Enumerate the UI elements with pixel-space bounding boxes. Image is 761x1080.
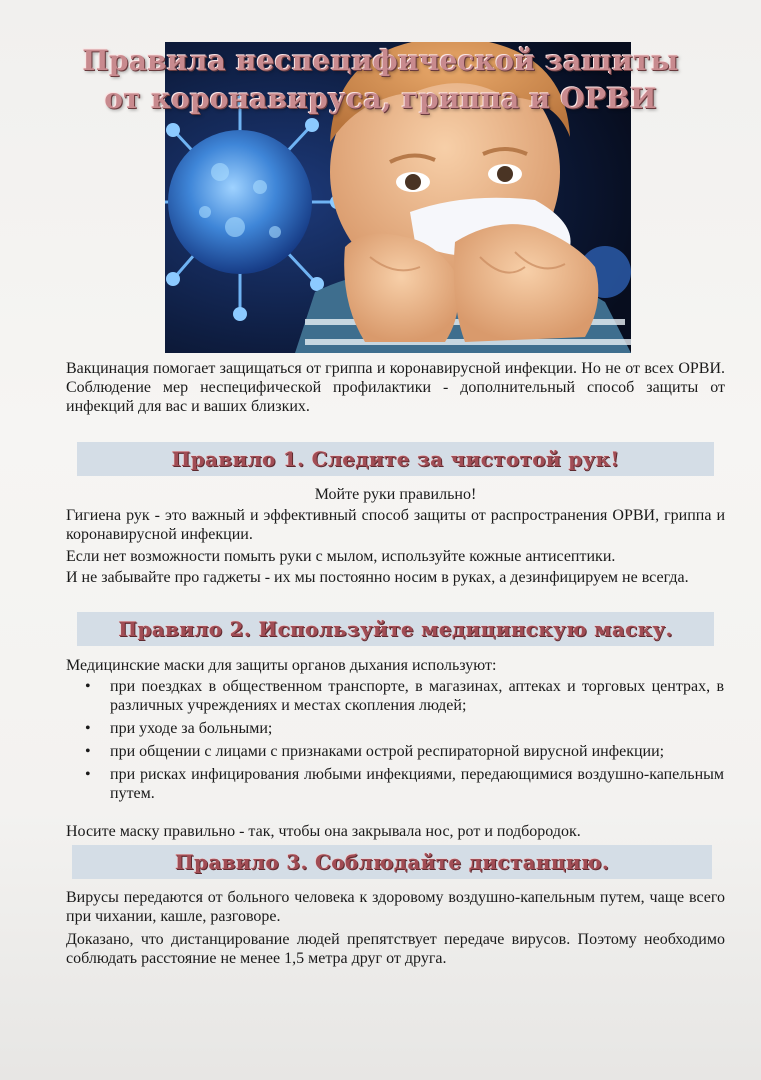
rule-3-heading: Правило 3. Соблюдайте дистанцию.	[174, 850, 610, 874]
rule-2-closing: Носите маску правильно - так, чтобы она закрывала нос, рот и подбородок.	[66, 823, 581, 840]
rule-1-paragraph-1: Гигиена рук - это важный и эффективный способ защиты от распространения ОРВИ, гриппа и коронавирусной инфекции.	[66, 507, 725, 543]
list-item: • при уходе за больными;	[110, 719, 724, 738]
mask-usage-list	[110, 677, 724, 807]
list-item: • при рисках инфицирования любыми инфекциями, передающимися воздушно-капельным путем.	[110, 765, 724, 803]
rule-1-banner	[77, 442, 714, 476]
intro-paragraph: Вакцинация помогает защищаться от гриппа и коронавирусной инфекции. Но не от всех ОРВИ. Соблюдение мер неспецифической профилактики - дополнительный способ защиты от инфекций для вас и ваших близких.	[66, 360, 725, 415]
rule-1-paragraph-2: Если нет возможности помыть руки с мылом, используйте кожные антисептики.	[66, 548, 616, 565]
rule-2-lead: Медицинские маски для защиты органов дыхания используют:	[66, 657, 497, 674]
list-item: • при поездках в общественном транспорте, в магазинах, аптеках и торговых центрах, в различных учреждениях и местах скопления людей;	[110, 677, 724, 715]
rule-3-paragraph-1: Вирусы передаются от больного человека к здоровому воздушно-капельным путем, чаще всего при чихании, кашле, разговоре.	[66, 889, 725, 925]
rule-1-heading: Правило 1. Следите за чистотой рук!	[171, 447, 620, 471]
rule-3-banner	[72, 845, 712, 879]
rule-1-subheading: Мойте руки правильно!	[314, 486, 477, 503]
page-title: Правила неспецифической защиты от коронавируса, гриппа и ОРВИ	[82, 44, 679, 115]
rule-2-banner	[77, 612, 714, 646]
rule-2-heading: Правило 2. Используйте медицинскую маску.	[118, 617, 673, 641]
list-item: • при общении с лицами с признаками острой респираторной вирусной инфекции;	[110, 742, 724, 761]
rule-3-paragraph-2: Доказано, что дистанцирование людей препятствует передаче вирусов. Поэтому необходимо соблюдать расстояние не менее 1,5 метра друг от друга.	[66, 931, 725, 967]
rule-1-paragraph-3: И не забывайте про гаджеты - их мы постоянно носим в руках, а дезинфицируем не всегда.	[66, 569, 689, 586]
